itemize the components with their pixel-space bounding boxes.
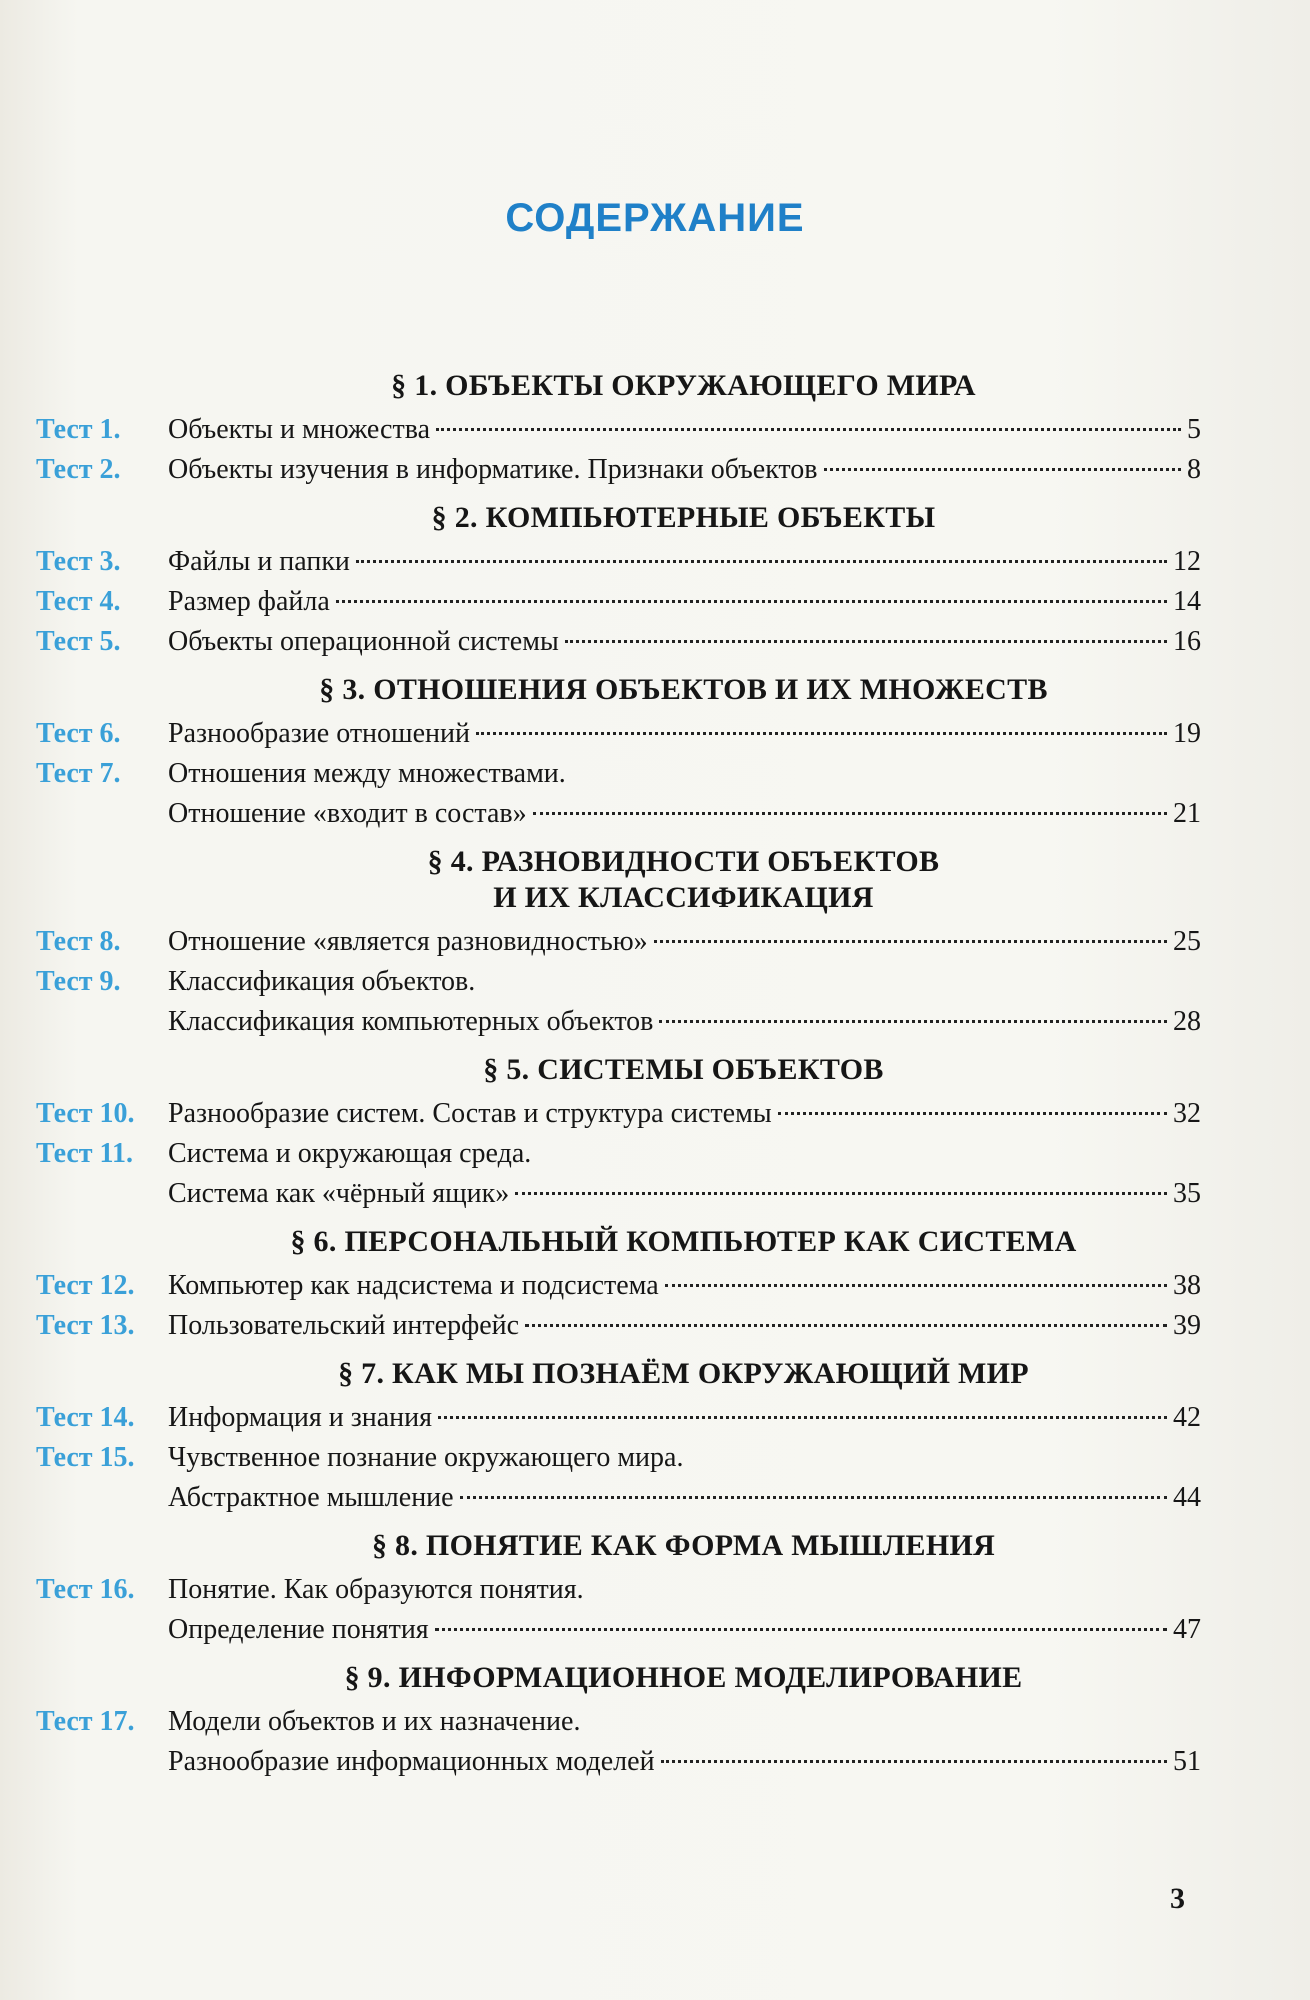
entry-page-number: 19 — [1173, 718, 1201, 749]
section-heading-line: § 2. КОМПЬЮТЕРНЫЕ ОБЪЕКТЫ — [431, 501, 936, 534]
toc-entry[interactable] — [36, 1742, 1201, 1782]
entry-title: Абстрактное мышление — [168, 1482, 454, 1513]
entry-title: Разнообразие отношений — [168, 718, 470, 749]
entry-title: Информация и знания — [168, 1402, 433, 1433]
test-label: Тест 7. — [36, 758, 121, 789]
section-heading-line: § 6. ПЕРСОНАЛЬНЫЙ КОМПЬЮТЕР КАК СИСТЕМА — [290, 1225, 1077, 1258]
entry-title: Классификация объектов. — [168, 966, 476, 997]
toc-entry[interactable] — [36, 1438, 1201, 1478]
leader-dots — [533, 812, 1167, 815]
entry-title: Разнообразие систем. Состав и структура системы — [168, 1098, 772, 1129]
entry-title: Компьютер как надсистема и подсистема — [168, 1270, 659, 1301]
toc-entry[interactable] — [36, 1570, 1201, 1610]
entry-title: Объекты изучения в информатике. Признаки объектов — [168, 454, 818, 485]
test-label: Тест 9. — [36, 966, 121, 997]
section-heading-line: § 8. ПОНЯТИЕ КАК ФОРМА МЫШЛЕНИЯ — [371, 1529, 996, 1562]
entry-page-number: 51 — [1173, 1746, 1201, 1777]
test-label: Тест 1. — [36, 414, 121, 445]
test-label: Тест 2. — [36, 454, 121, 485]
page-number: 3 — [1170, 1882, 1185, 1915]
page-title: СОДЕРЖАНИЕ — [505, 196, 805, 240]
entry-page-number: 47 — [1173, 1614, 1201, 1645]
test-label: Тест 6. — [36, 718, 121, 749]
leader-dots — [356, 560, 1167, 563]
test-label: Тест 12. — [36, 1270, 135, 1301]
leader-dots — [476, 732, 1167, 735]
toc-entry[interactable] — [36, 450, 1201, 490]
section-heading — [36, 500, 1201, 536]
toc-entry[interactable] — [36, 962, 1201, 1002]
entry-title: Разнообразие информационных моделей — [168, 1746, 655, 1777]
section-heading — [36, 1356, 1201, 1392]
entry-title: Отношение «является разновидностью» — [168, 926, 648, 957]
entry-title: Отношение «входит в состав» — [168, 798, 527, 829]
test-label: Тест 14. — [36, 1402, 135, 1433]
entry-title: Файлы и папки — [168, 546, 350, 577]
entry-title: Понятие. Как образуются понятия. — [168, 1574, 584, 1605]
entry-page-number: 44 — [1173, 1482, 1201, 1513]
table-of-contents — [36, 358, 1201, 1782]
test-label: Тест 17. — [36, 1706, 135, 1737]
section-heading-line: § 9. ИНФОРМАЦИОННОЕ МОДЕЛИРОВАНИЕ — [344, 1661, 1023, 1694]
entry-title: Система как «чёрный ящик» — [168, 1178, 510, 1209]
entry-page-number: 35 — [1173, 1178, 1201, 1209]
toc-entry[interactable] — [36, 1306, 1201, 1346]
toc-entry[interactable] — [36, 794, 1201, 834]
test-label: Тест 8. — [36, 926, 121, 957]
toc-entry[interactable] — [36, 1398, 1201, 1438]
toc-entry[interactable] — [36, 754, 1201, 794]
toc-entry[interactable] — [36, 622, 1201, 662]
section-heading-line: § 3. ОТНОШЕНИЯ ОБЪЕКТОВ И ИХ МНОЖЕСТВ — [319, 673, 1048, 706]
entry-title: Размер файла — [168, 586, 330, 617]
leader-dots — [436, 428, 1181, 431]
test-label: Тест 11. — [36, 1138, 134, 1169]
leader-dots — [824, 468, 1181, 471]
toc-entry[interactable] — [36, 1266, 1201, 1306]
entry-title: Объекты и множества — [168, 414, 430, 445]
section-heading-line: И ИХ КЛАССИФИКАЦИЯ — [493, 881, 874, 914]
section-heading-line: § 1. ОБЪЕКТЫ ОКРУЖАЮЩЕГО МИРА — [391, 369, 976, 402]
leader-dots — [778, 1112, 1167, 1115]
leader-dots — [515, 1192, 1167, 1195]
entry-page-number: 8 — [1187, 454, 1201, 485]
entry-title: Модели объектов и их назначение. — [168, 1706, 581, 1737]
toc-entry[interactable] — [36, 1174, 1201, 1214]
entry-title: Классификация компьютерных объектов — [168, 1006, 654, 1037]
test-label: Тест 16. — [36, 1574, 135, 1605]
toc-entry[interactable] — [36, 922, 1201, 962]
entry-title: Чувственное познание окружающего мира. — [168, 1442, 684, 1473]
section-heading-line: § 4. РАЗНОВИДНОСТИ ОБЪЕКТОВ — [427, 845, 940, 878]
section-heading — [36, 1052, 1201, 1088]
leader-dots — [460, 1496, 1167, 1499]
leader-dots — [525, 1324, 1167, 1327]
entry-page-number: 28 — [1173, 1006, 1201, 1037]
leader-dots — [665, 1284, 1167, 1287]
toc-entry[interactable] — [36, 1094, 1201, 1134]
entry-page-number: 32 — [1173, 1098, 1201, 1129]
entry-page-number: 12 — [1173, 546, 1201, 577]
entry-page-number: 42 — [1173, 1402, 1201, 1433]
leader-dots — [661, 1760, 1167, 1763]
entry-page-number: 39 — [1173, 1310, 1201, 1341]
section-heading-line: § 5. СИСТЕМЫ ОБЪЕКТОВ — [483, 1053, 884, 1086]
toc-entry[interactable] — [36, 1478, 1201, 1518]
toc-entry[interactable] — [36, 582, 1201, 622]
leader-dots — [565, 640, 1167, 643]
test-label: Тест 15. — [36, 1442, 135, 1473]
leader-dots — [438, 1416, 1167, 1419]
test-label: Тест 4. — [36, 586, 121, 617]
section-heading — [36, 1528, 1201, 1564]
test-label: Тест 5. — [36, 626, 121, 657]
section-heading-line: § 7. КАК МЫ ПОЗНАЁМ ОКРУЖАЮЩИЙ МИР — [338, 1357, 1029, 1390]
section-heading — [36, 844, 1201, 916]
section-heading — [36, 1660, 1201, 1696]
toc-entry[interactable] — [36, 542, 1201, 582]
entry-page-number: 16 — [1173, 626, 1201, 657]
entry-title: Система и окружающая среда. — [168, 1138, 532, 1169]
test-label: Тест 13. — [36, 1310, 135, 1341]
entry-page-number: 25 — [1173, 926, 1201, 957]
toc-entry[interactable] — [36, 1702, 1201, 1742]
test-label: Тест 10. — [36, 1098, 135, 1129]
test-label: Тест 3. — [36, 546, 121, 577]
toc-entry[interactable] — [36, 1002, 1201, 1042]
entry-title: Отношения между множествами. — [168, 758, 566, 789]
toc-entry[interactable] — [36, 410, 1201, 450]
toc-entry[interactable] — [36, 714, 1201, 754]
section-heading — [36, 1224, 1201, 1260]
entry-page-number: 14 — [1173, 586, 1201, 617]
entry-page-number: 5 — [1187, 414, 1201, 445]
leader-dots — [336, 600, 1167, 603]
entry-title: Пользовательский интерфейс — [168, 1310, 520, 1341]
toc-entry[interactable] — [36, 1610, 1201, 1650]
leader-dots — [659, 1020, 1167, 1023]
entry-title: Объекты операционной системы — [168, 626, 559, 657]
leader-dots — [654, 940, 1167, 943]
entry-page-number: 38 — [1173, 1270, 1201, 1301]
entry-page-number: 21 — [1173, 798, 1201, 829]
section-heading — [36, 368, 1201, 404]
toc-entry[interactable] — [36, 1134, 1201, 1174]
leader-dots — [435, 1628, 1167, 1631]
section-heading — [36, 672, 1201, 708]
entry-title: Определение понятия — [168, 1614, 429, 1645]
